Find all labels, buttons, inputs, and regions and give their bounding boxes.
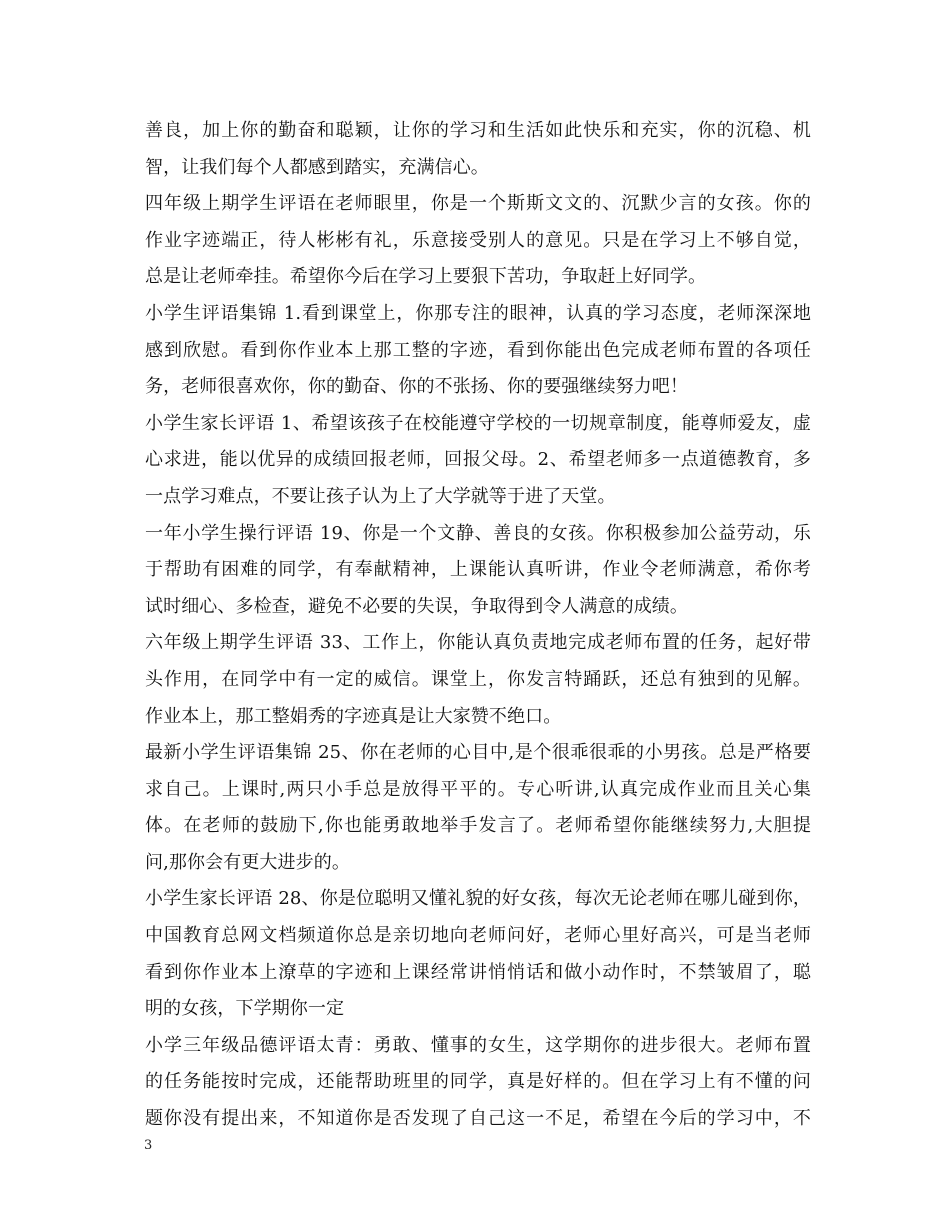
paragraph — [145, 516, 811, 626]
text-line: 看到你作业本上潦草的字迹和上课经常讲悄悄话和做小动作时，不禁皱眉了，聪 — [145, 961, 811, 983]
text-line: 一点学习难点，不要让孩子认为上了大学就等于进了天堂。 — [145, 485, 616, 507]
text-line: 作业字迹端正，待人彬彬有礼，乐意接受别人的意见。只是在学习上不够自觉， — [145, 229, 811, 251]
text-line: 明的女孩，下学期你一定 — [145, 998, 345, 1020]
text-line: 小学生家长评语 1、希望该孩子在校能遵守学校的一切规章制度，能尊师爱友，虚 — [145, 412, 811, 434]
text-line: 感到欣慰。看到你作业本上那工整的字迹，看到你能出色完成老师布置的各项任 — [145, 339, 811, 361]
text-line: 智，让我们每个人都感到踏实，充满信心。 — [145, 156, 489, 178]
text-line: 体。在老师的鼓励下,你也能勇敢地举手发言了。老师希望你能继续努力,大胆提 — [145, 815, 811, 837]
text-line: 心求进，能以优异的成绩回报老师，回报父母。2、希望老师多一点道德教育，多 — [145, 449, 811, 471]
paragraph — [145, 113, 811, 186]
paragraph — [145, 625, 811, 735]
text-line: 的任务能按时完成，还能帮助班里的同学，真是好样的。但在学习上有不懂的问 — [145, 1071, 811, 1093]
text-line: 问,那你会有更大进步的。 — [145, 851, 350, 873]
text-line: 小学生评语集锦 1.看到课堂上，你那专注的眼神，认真的学习态度，老师深深地 — [145, 302, 811, 324]
text-line: 试时细心、多检查，避免不必要的失误，争取得到令人满意的成绩。 — [145, 595, 688, 617]
text-line: 务，老师很喜欢你，你的勤奋、你的不张扬、你的要强继续努力吧！ — [145, 376, 688, 398]
text-line: 总是让老师牵挂。希望你今后在学习上要狠下苦功，争取赶上好同学。 — [145, 266, 707, 288]
text-line: 最新小学生评语集锦 25、你在老师的心目中,是个很乖很乖的小男孩。总是严格要 — [145, 742, 811, 764]
text-line: 四年级上期学生评语在老师眼里，你是一个斯斯文文的、沉默少言的女孩。你的 — [145, 193, 811, 215]
paragraph — [145, 881, 811, 1027]
text-line: 小学三年级品德评语太青：勇敢、懂事的女生，这学期你的进步很大。老师布置 — [145, 1034, 811, 1056]
paragraph — [145, 296, 811, 406]
document-body — [145, 113, 811, 1138]
text-line: 作业本上，那工整娟秀的字迹真是让大家赞不绝口。 — [145, 705, 562, 727]
text-line: 一年小学生操行评语 19、你是一个文静、善良的女孩。你积极参加公益劳动，乐 — [145, 522, 811, 544]
text-line: 善良，加上你的勤奋和聪颖，让你的学习和生活如此快乐和充实，你的沉稳、机 — [145, 120, 811, 141]
text-line: 题你没有提出来，不知道你是否发现了自己这一不足，希望在今后的学习中，不 — [145, 1108, 811, 1130]
paragraph — [145, 1028, 811, 1138]
text-line: 于帮助有困难的同学，有奉献精神，上课能认真听讲，作业令老师满意，希你考 — [145, 559, 811, 581]
text-line: 头作用，在同学中有一定的威信。课堂上，你发言特踊跃，还总有独到的见解。 — [145, 668, 811, 690]
paragraph — [145, 186, 811, 296]
text-line: 小学生家长评语 28、你是位聪明又懂礼貌的好女孩，每次无论老师在哪儿碰到你， — [145, 888, 811, 910]
text-line: 求自己。上课时,两只小手总是放得平平的。专心听讲,认真完成作业而且关心集 — [145, 778, 811, 800]
paragraph — [145, 406, 811, 516]
page-number: 3 — [144, 1138, 153, 1153]
paragraph — [145, 735, 811, 881]
text-line: 六年级上期学生评语 33、工作上，你能认真负责地完成老师布置的任务，起好带 — [145, 632, 811, 654]
text-line: 中国教育总网文档频道你总是亲切地向老师问好，老师心里好高兴，可是当老师 — [145, 925, 811, 947]
